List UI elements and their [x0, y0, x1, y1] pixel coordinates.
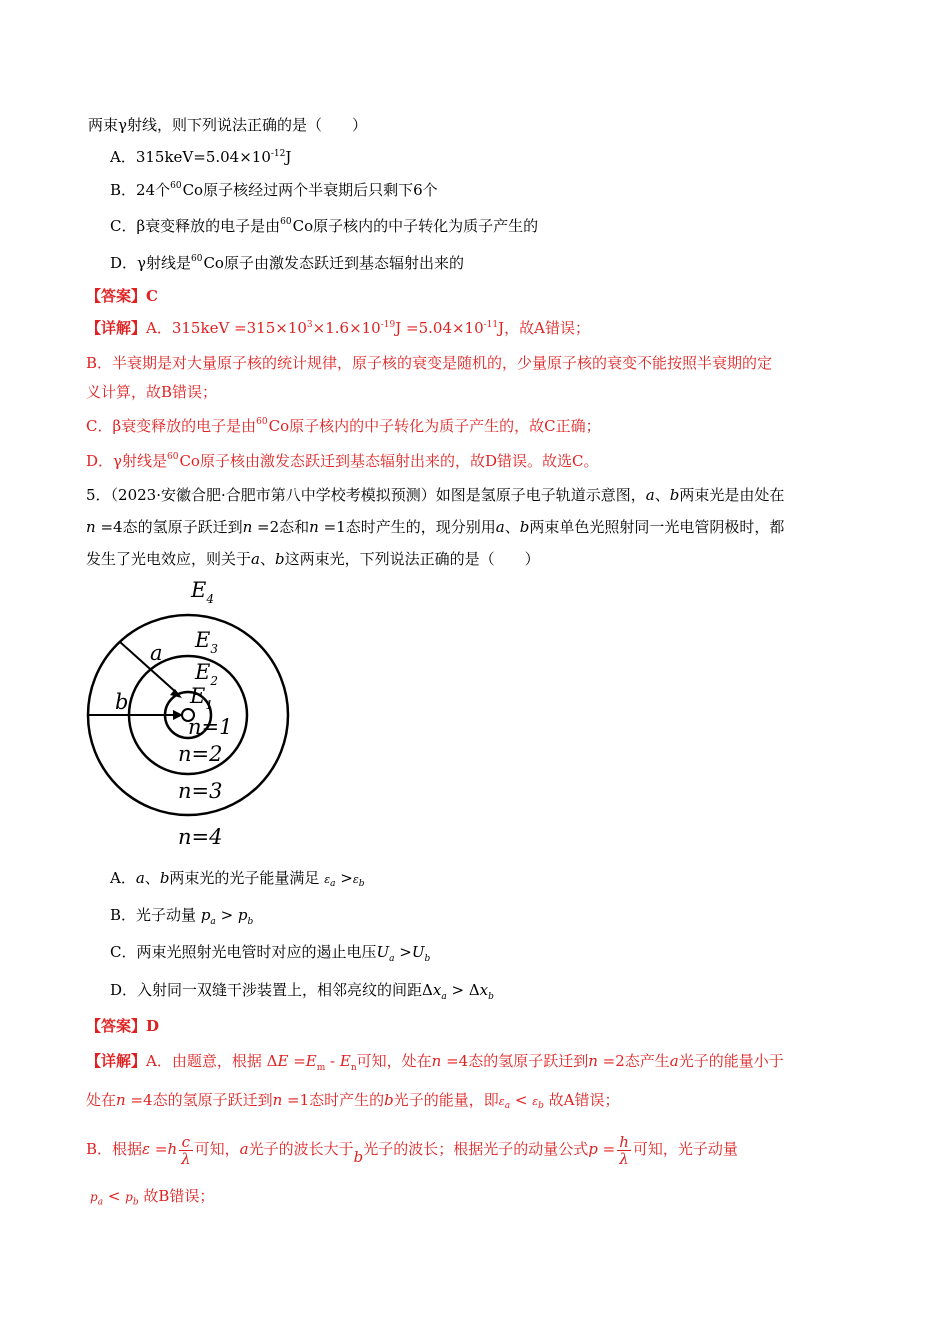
- q5-stem-line1: 5．（2023·安徽合肥·合肥市第八中学校考模拟预测）如图是氢原子电子轨道示意图，a、b两束光是由处在: [86, 486, 785, 504]
- q4-detail-c: C．β衰变释放的电子是由$^{60}$Co原子核内的中子转化为质子产生的，故C正确；: [86, 417, 601, 435]
- arrow-a: [120, 642, 178, 694]
- label-n1: n=1: [188, 715, 233, 739]
- q5-option-b: B．光子动量 $p_a > p_b$: [110, 906, 254, 927]
- label-e4: $E_4$: [191, 578, 214, 606]
- q5-stem-line3: 发生了光电效应，则关于a、b这两束光，下列说法正确的是（ ）: [86, 550, 540, 568]
- q4-answer: 【答案】C: [86, 287, 158, 305]
- label-a: a: [150, 641, 163, 665]
- q5-detail-b-line1: B．根据ε =h $\frac{c}{\lambda}$ 可知，a光子的波长大于b光子的波长；根据光子的动量公式p = $\frac{h}{\lambda}$ 可知，光子动量: [86, 1132, 738, 1168]
- label-n3: n=3: [178, 779, 223, 803]
- q4-detail-d: D．γ射线是$^{60}$Co原子核由激发态跃迁到基态辐射出来的，故D错误。故选C。: [86, 452, 599, 470]
- label-n4: n=4: [178, 825, 223, 849]
- q4-option-d: D．γ射线是$^{60}$Co原子由激发态跃迁到基态辐射出来的: [110, 254, 464, 272]
- arrow-b-head: [173, 710, 183, 720]
- q4-option-c: C．β衰变释放的电子是由$^{60}$Co原子核内的中子转化为质子产生的: [110, 217, 539, 235]
- hydrogen-orbit-diagram: [78, 572, 338, 862]
- label-b: b: [115, 690, 129, 714]
- label-n2: n=2: [178, 742, 223, 766]
- q4-detail-b-line1: B．半衰期是对大量原子核的统计规律，原子核的衰变是随机的，少量原子核的衰变不能按照半衰期的定: [86, 354, 773, 372]
- q5-answer: 【答案】D: [86, 1017, 160, 1035]
- q4-option-a: A．$315keV=5.04\times 10^{-12}J$: [110, 148, 292, 166]
- q5-option-d: D．入射同一双缝干涉装置上，相邻亮纹的间距$\Delta x_a > \Delta x_b$: [110, 981, 494, 1002]
- q5-detail-a-line2: 处在n =4态的氢原子跃迁到n =1态时产生的b光子的能量，即$\varepsilon_a < \varepsilon_b$ 故A错误；: [86, 1091, 620, 1112]
- q4-option-b: B．24个$^{60}$Co原子核经过两个半衰期后只剩下6个: [110, 181, 438, 199]
- q5-detail-b-line2: $p_a < p_b$ 故B错误；: [90, 1187, 215, 1208]
- q4-detail-b-line2: 义计算，故B错误；: [86, 383, 218, 401]
- q4-detail-a: 【详解】A．$315keV =315\times 10^3\times 1.6\times 10^{-19}J =5.04\times 10^{-11}J$，故A错误；: [86, 319, 590, 337]
- q5-option-a: A．a、b两束光的光子能量满足 $\varepsilon_a >\varepsilon_b$: [110, 869, 365, 890]
- q4-stem-end: 两束γ射线，则下列说法正确的是（ ）: [88, 116, 367, 134]
- q5-stem-line2: n =4态的氢原子跃迁到n =2态和n =1态时产生的，现分别用a、b两束单色光照射同一光电管阴极时，都: [86, 518, 785, 536]
- label-e2: $E_2$: [195, 660, 218, 688]
- label-e1: $E_1$: [190, 684, 213, 712]
- label-e3: $E_3$: [195, 628, 218, 656]
- q5-detail-a-line1: 【详解】A．由题意，根据 $\Delta E =E_m - E_n$可知，处在n =4态的氢原子跃迁到n =2态产生a光子的能量小于: [86, 1052, 784, 1073]
- q5-option-c: C．两束光照射光电管时对应的遏止电压$U_a >U_b$: [110, 943, 431, 964]
